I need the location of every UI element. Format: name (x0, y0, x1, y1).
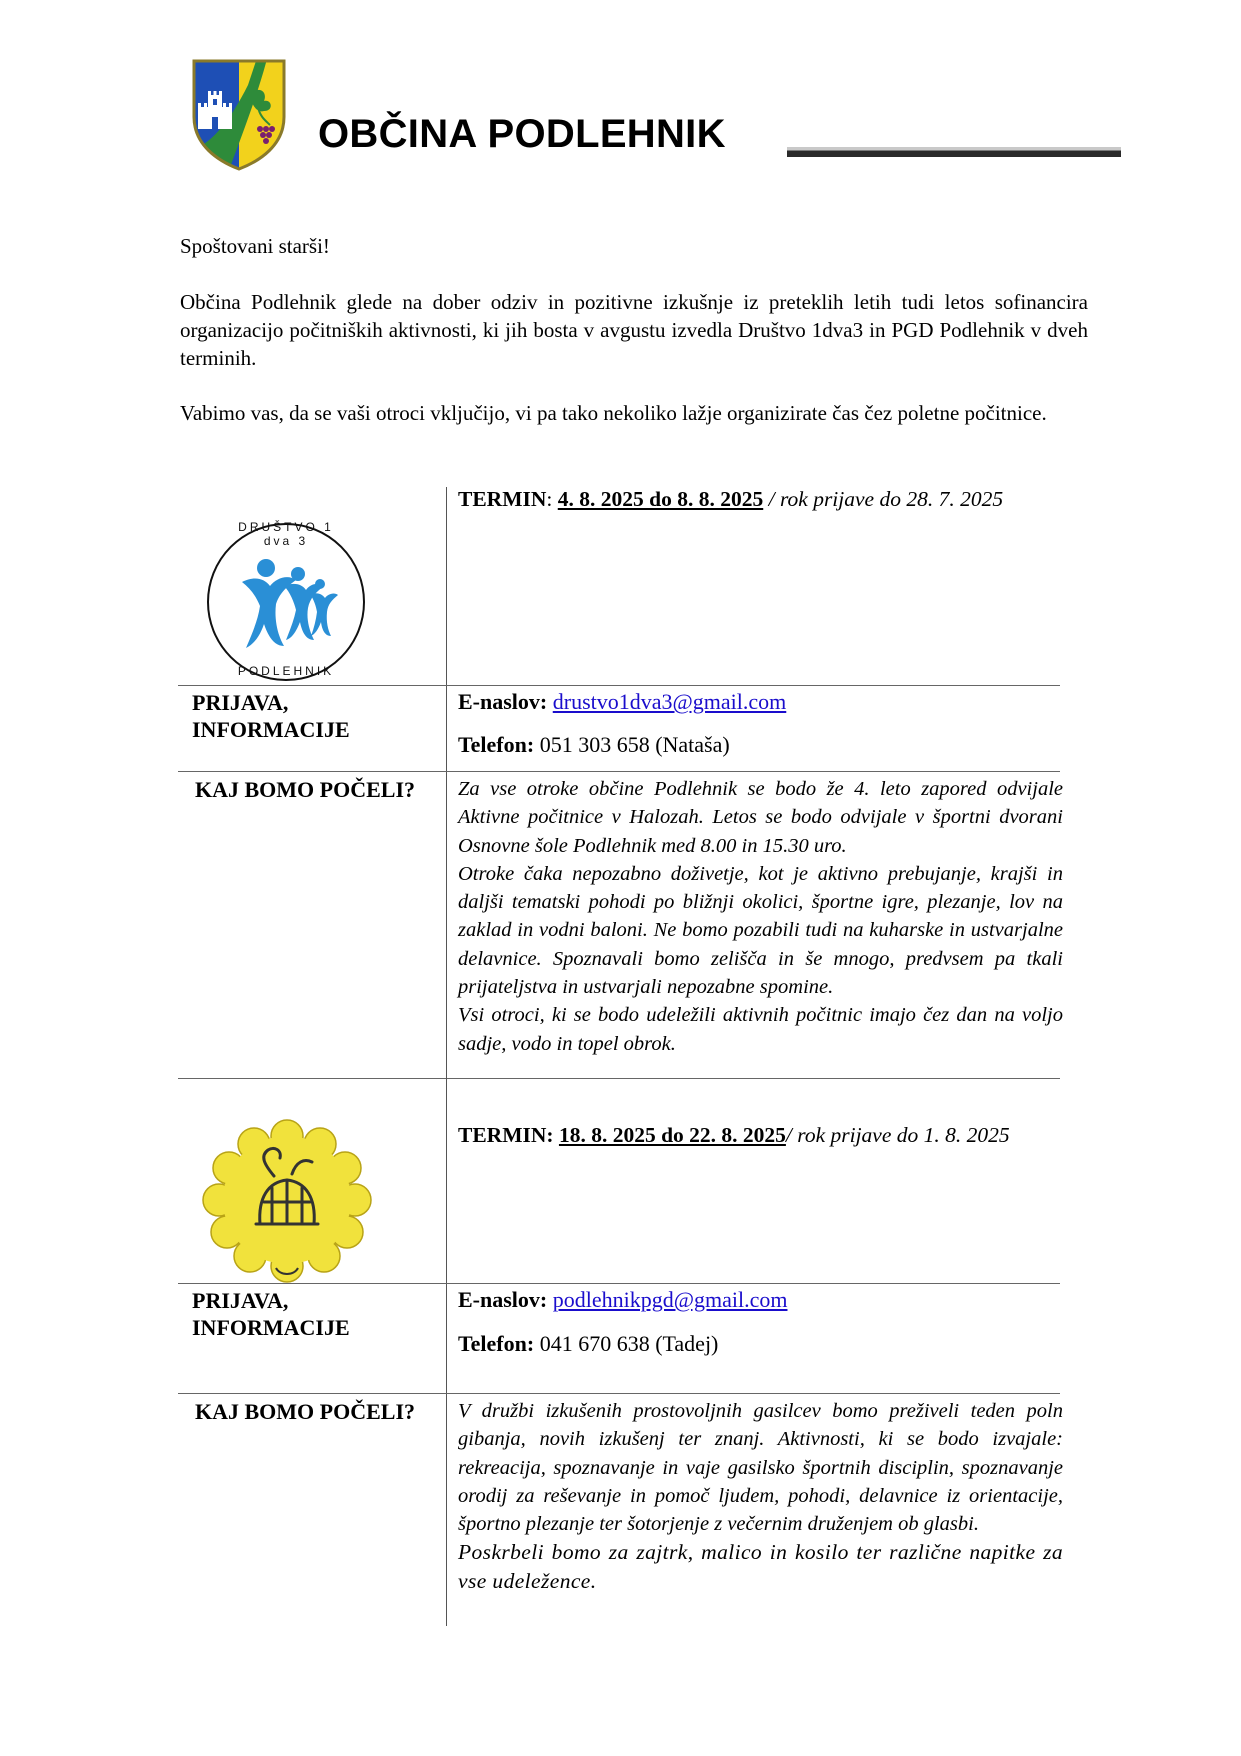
section1-termin-dates: 4. 8. 2025 do 8. 8. 2025 (557, 487, 764, 511)
pgd-podlehnik-logo (198, 1116, 376, 1290)
drustvo-1dva3-logo (204, 520, 368, 684)
section1-phone-row (458, 732, 730, 758)
section1-phone: 051 303 658 (Nataša) (539, 732, 730, 757)
section2-email-row (458, 1287, 787, 1313)
section2-description-p1: V družbi izkušenih prostovoljnih gasilcev bomo preživeli teden poln gibanja, novih izkušenj ter znanj. Aktivnosti, ki se bodo izvajale: rekreacija, spoznavanje in vaje gasilsko športnih disciplin, spoznavanje orodij za reševanje in pomoč ljudem, pohodi, delavnice iz orientacije, športno plezanje ter šotorjenje z večernim druženjem ob glasbi. (458, 1400, 1063, 1536)
section1-signup-label: PRIJAVA, INFORMACIJE (192, 690, 350, 742)
section1-email-link[interactable]: drustvo1dva3@gmail.com (552, 689, 787, 714)
section1-deadline: / rok prijave do 28. 7. 2025 (768, 487, 1004, 511)
intro-paragraph: Občina Podlehnik glede na dober odziv in pozitivne izkušnje iz preteklih letih tudi letos sofinancira organizacijo počitniških aktivnosti, ki jih bosta v avgustu izvedla Društvo 1dva3 in PGD Podlehnik v dveh terminih. (180, 290, 1088, 370)
drustvo-logo-top-text: DRUŠTVO 1 dva 3 (238, 520, 334, 548)
section1-description-p1: Za vse otroke občine Podlehnik se bodo že 4. leto zapored odvijale Aktivne počitnice v Halozah. Letos se bodo odvijale v športni dvorani Osnovne šole Podlehnik med 8.00 in 15.30 uro. (458, 778, 1063, 857)
section2-termin-dates: 18. 8. 2025 do 22. 8. 2025 (558, 1123, 786, 1147)
section2-termin-label: TERMIN: (458, 1123, 554, 1147)
section2-email-link[interactable]: podlehnikpgd@gmail.com (552, 1287, 788, 1312)
title-underline (787, 147, 1121, 157)
section2-phone-label: Telefon: (458, 1331, 535, 1356)
section2-phone-row (458, 1331, 718, 1357)
section2-deadline: / rok prijave do 1. 8. 2025 (785, 1123, 1010, 1147)
section2-termin (458, 1123, 1010, 1148)
section2-phone: 041 670 638 (Tadej) (539, 1331, 719, 1356)
section1-column-divider (446, 487, 447, 1078)
drustvo-logo-bottom-text: PODLEHNIK (237, 664, 335, 678)
section1-description (458, 775, 1063, 1058)
section1-description-p2: Otroke čaka nepozabno doživetje, kot je aktivno prebujanje, krajši in daljši tematski pohodi po bližnji okolici, športne igre, plezanje, lov na zaklad in vodni baloni. Ne bomo pozabili tudi na kuharske in ustvarjalne delavnice. Spoznavali bomo zelišča in še mnogo, predvsem pa tkali prijateljstva in ustvarjali nepozabne spomine. (458, 862, 1063, 999)
section1-email-row (458, 689, 786, 715)
section1-what-label: KAJ BOMO POČELI? (195, 777, 416, 802)
section1-email-label: E-naslov: (458, 689, 548, 714)
section1-description-p3: Vsi otroci, ki se bodo udeležili aktivnih počitnic imajo čez dan na voljo sadje, vodo in topel obrok. (458, 1004, 1063, 1055)
section1-phone-label: Telefon: (458, 732, 535, 757)
section2-description-p2: Poskrbeli bomo za zajtrk, malico in kosilo ter različne napitke za vse udeležence. (458, 1540, 1063, 1593)
section1-row-divider (178, 685, 1060, 686)
section2-signup-label: PRIJAVA, INFORMACIJE (192, 1288, 350, 1340)
invitation-paragraph: Vabimo vas, da se vaši otroci vključijo, vi pa tako nekoliko lažje organizirate čas čez poletne počitnice. (180, 401, 1047, 425)
section1-bottom-rule (178, 1078, 1060, 1079)
section1-termin: TERMIN: 4. 8. 2025 do 8. 8. 2025 / rok prijave do 28. 7. 2025 (458, 487, 1004, 511)
section2-row-divider (178, 1393, 1060, 1394)
greeting: Spoštovani starši! (180, 234, 330, 258)
section2-description (458, 1397, 1063, 1595)
section1-termin-label: TERMIN (458, 487, 547, 511)
municipality-crest (188, 55, 290, 173)
section1-row-divider (178, 771, 1060, 772)
page-title: OBČINA PODLEHNIK (318, 112, 726, 156)
section2-what-label: KAJ BOMO POČELI? (195, 1399, 416, 1424)
section2-email-label: E-naslov: (458, 1287, 548, 1312)
section2-column-divider (446, 1078, 447, 1626)
